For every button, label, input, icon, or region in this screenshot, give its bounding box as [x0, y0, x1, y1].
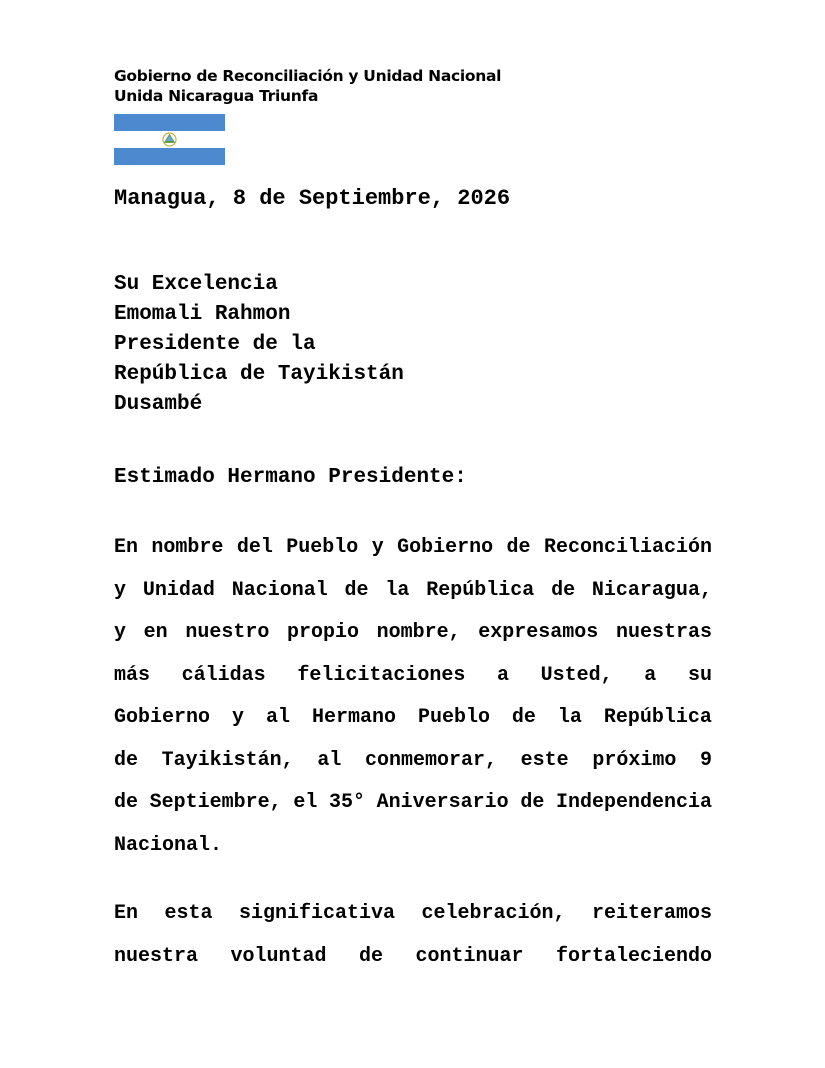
word: su [687, 663, 712, 687]
body-paragraph-2 [114, 899, 712, 984]
word: conmemorar, [364, 748, 498, 772]
word: al [265, 706, 290, 729]
paragraph-line: Nacional. [114, 833, 223, 857]
word: la [385, 578, 410, 602]
word: nombre [151, 536, 224, 559]
word: y [231, 706, 244, 729]
letterhead-motto: Unida Nicaragua Triunfa [114, 87, 319, 105]
word: Hermano [311, 706, 396, 729]
paragraph-line [114, 942, 712, 985]
paragraph-line [114, 899, 712, 942]
word: de [551, 578, 576, 602]
word: y [114, 578, 127, 602]
word: y [371, 536, 384, 559]
word: reiteramos [591, 902, 712, 925]
word: al [317, 748, 342, 772]
word: este [520, 748, 569, 772]
word: celebración, [421, 902, 566, 925]
word: de [511, 706, 536, 729]
nicaragua-flag-icon [114, 114, 225, 165]
recipient-line: República de Tayikistán [114, 363, 404, 386]
salutation: Estimado Hermano Presidente: [114, 466, 467, 489]
word: propio [286, 621, 359, 644]
word: y [114, 621, 127, 644]
letter-date: Managua, 8 de Septiembre, 2026 [114, 186, 511, 211]
word: nombre, [376, 621, 461, 644]
paragraph-line [114, 576, 712, 619]
word: Pueblo [286, 536, 359, 559]
paragraph-line [114, 618, 712, 661]
word: Septiembre, [149, 791, 282, 814]
recipient-line: Dusambé [114, 393, 203, 416]
word: En [114, 902, 139, 925]
word: de [114, 791, 139, 814]
recipient-line: Emomali Rahmon [114, 303, 291, 326]
word: 35° [328, 791, 365, 814]
word: felicitaciones [297, 663, 466, 687]
word: Gobierno [397, 536, 494, 559]
word: a [496, 663, 509, 687]
word: Independencia [555, 791, 712, 814]
word: Gobierno [114, 706, 211, 729]
word: Tayikistán, [161, 748, 294, 772]
paragraph-line [114, 746, 712, 789]
word: el [293, 791, 318, 814]
word: fortaleciendo [555, 944, 712, 968]
word: nuestro [185, 621, 270, 644]
word: continuar [415, 944, 524, 968]
body-paragraph-1 [114, 533, 712, 873]
word: del [236, 536, 273, 559]
paragraph-line [114, 661, 712, 704]
word: de [358, 944, 383, 968]
word: expresamos [478, 621, 599, 644]
word: cálidas [181, 663, 266, 687]
letterhead-government-name: Gobierno de Reconciliación y Unidad Nacional [114, 67, 502, 85]
word: Aniversario [376, 791, 509, 814]
word: más [114, 663, 151, 687]
word: Unidad [142, 578, 215, 602]
word: de [520, 791, 545, 814]
word: en [143, 621, 168, 644]
word: Nacional [231, 578, 328, 602]
word: Pueblo [417, 706, 490, 729]
word: Usted, [540, 663, 613, 687]
word: Reconciliación [543, 536, 712, 559]
word: voluntad [230, 944, 327, 968]
word: nuestra [114, 944, 199, 968]
paragraph-line [114, 533, 712, 576]
word: la [557, 706, 582, 729]
letterhead [114, 66, 501, 106]
recipient-line: Presidente de la [114, 333, 316, 356]
word: de [344, 578, 369, 602]
recipient-line: Su Excelencia [114, 273, 278, 296]
word: esta [164, 902, 213, 925]
recipient-block [114, 270, 404, 420]
word: próximo [592, 748, 677, 772]
paragraph-line [114, 788, 712, 831]
word: significativa [238, 902, 395, 925]
word: de [506, 536, 531, 559]
word: 9 [699, 748, 712, 772]
word: República [426, 578, 535, 602]
paragraph-line [114, 703, 712, 746]
word: Nicaragua, [591, 578, 712, 602]
word: nuestras [615, 621, 712, 644]
word: República [603, 706, 712, 729]
word: de [114, 748, 139, 772]
word: En [114, 536, 139, 559]
word: a [644, 663, 657, 687]
